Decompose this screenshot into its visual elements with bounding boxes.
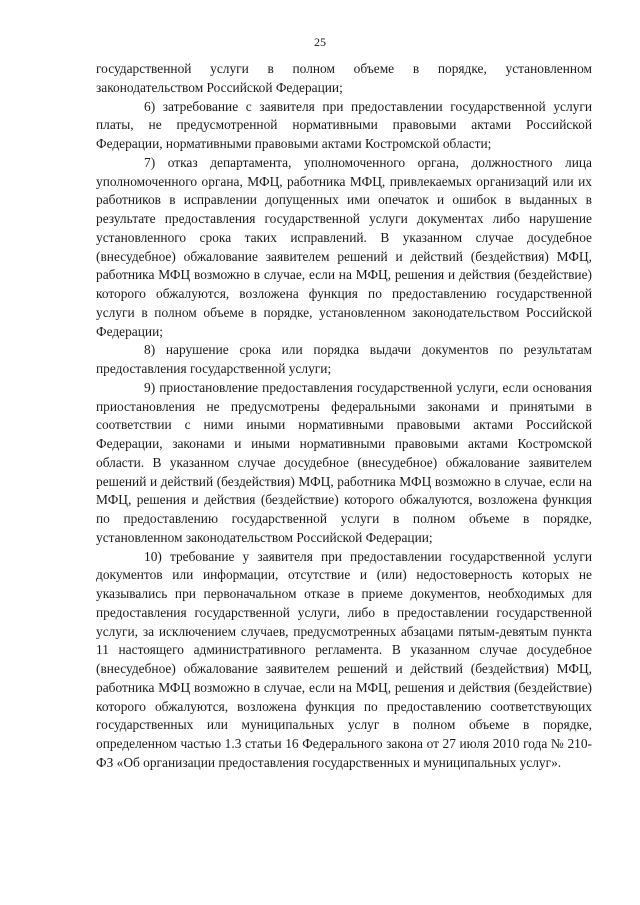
paragraph-continuation: государственной услуги в полном объеме в порядке, установленном законодательством Российской Федерации; — [96, 61, 592, 95]
paragraph-item-6: 6) затребование с заявителя при предоставлении государственной услуги платы, не предусмотренной нормативными правовыми актами Российской Федерации, нормативными правовыми актами Костромской области; — [96, 98, 592, 151]
page-number: 25 — [314, 35, 326, 49]
paragraph-item-7: 7) отказ департамента, уполномоченного органа, должностного лица уполномоченного органа, МФЦ, работника МФЦ, привлекаемых организаций или их работников в исправлении допущенных ими опечаток и ошибок в выданных в результате предоставления государственной услуги документах либо нарушение установленного срока таких исправлений. В указанном случае досудебное (внесудебное) обжалование заявителем решений и действий (бездействия) МФЦ, работника МФЦ возможно в случае, если на МФЦ, решения и действия (бездействие) которого обжалуются, возложена функция по предоставлению государственной услуги в полном объеме в порядке, установленном законодательством Российской Федерации; — [96, 154, 592, 339]
paragraph-item-10: 10) требование у заявителя при предоставлении государственной услуги документов или информации, отсутствие и (или) недостоверность которых не указывались при первоначальном отказе в приеме документов, необходимых для предоставления государственной услуги, либо в предоставлении государственной услуги, за исключением случаев, предусмотренных абзацами пятым-девятым пункта 11 настоящего административного регламента. В указанном случае досудебное (внесудебное) обжалование заявителем решений и действий (бездействия) МФЦ, работника МФЦ возможно в случае, если на МФЦ, решения и действия (бездействие) которого обжалуются, возложена функция по предоставлению соответствующих государственных или муниципальных услуг в полном объеме в порядке, определенном частью 1.3 статьи 16 Федерального закона от 27 июля 2010 года № 210-ФЗ «Об организации предоставления государственных и муниципальных услуг». — [96, 548, 592, 770]
document-body — [96, 60, 592, 773]
paragraph-item-8: 8) нарушение срока или порядка выдачи документов по результатам предоставления государственной услуги; — [96, 342, 592, 376]
paragraph-item-9: 9) приостановление предоставления государственной услуги, если основания приостановления не предусмотрены федеральными законами и принятыми в соответствии с ними иными нормативными правовыми актами Российской Федерации, законами и иными нормативными правовыми актами Костромской области. В указанном случае досудебное (внесудебное) обжалование заявителем решений и действий (бездействия) МФЦ, работника МФЦ возможно в случае, если на МФЦ, решения и действия (бездействие) которого обжалуются, возложена функция по предоставлению государственной услуги в полном объеме в порядке, установленном законодательством Российской Федерации; — [96, 379, 592, 545]
